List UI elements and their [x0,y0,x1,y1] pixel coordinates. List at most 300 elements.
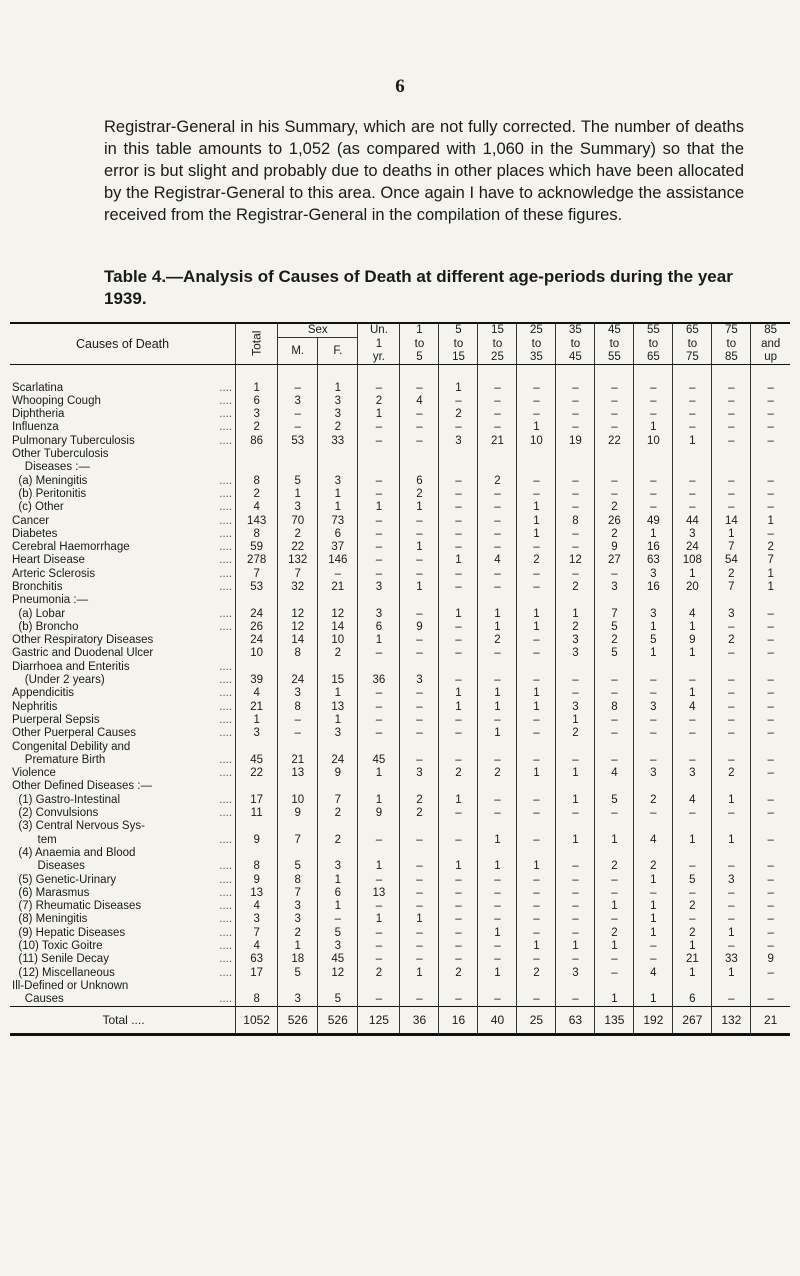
value-cell [751,448,790,461]
cause-label-text: Diphtheria [12,408,65,421]
value-cell: – [751,887,790,900]
value-cell: 3 [318,727,358,740]
value-cell: – [595,381,634,394]
value-cell: 2 [517,966,556,979]
value-cell: 4 [478,554,517,567]
value-cell: 1 [318,900,358,913]
value-cell: – [751,381,790,394]
value-cell: 146 [318,554,358,567]
table-row [10,661,790,674]
value-cell [318,448,358,461]
value-cell: 1 [517,607,556,620]
value-cell: – [478,940,517,953]
value-cell: 4 [634,833,673,846]
value-cell: – [712,381,751,394]
value-cell: 1 [439,607,478,620]
cause-label [10,514,236,527]
value-cell: – [517,887,556,900]
value-cell: 1 [595,993,634,1007]
value-cell: 1 [358,634,400,647]
value-cell: 9 [318,767,358,780]
value-cell: – [439,581,478,594]
value-cell: 9 [751,953,790,966]
value-cell [595,594,634,607]
value-cell: – [400,528,439,541]
cause-label-text: (2) Convulsions [12,807,99,820]
value-cell: 3 [556,966,595,979]
value-cell [517,594,556,607]
value-cell: – [358,381,400,394]
value-cell [278,594,318,607]
cause-label [10,621,236,634]
cause-label [10,913,236,926]
spacer-cell [712,365,751,382]
header-age-mid: to [712,338,751,351]
value-cell: 54 [712,554,751,567]
table-row [10,514,790,527]
value-cell [400,594,439,607]
value-cell: 1 [358,408,400,421]
value-cell [400,661,439,674]
value-cell: – [439,833,478,846]
value-cell: – [595,674,634,687]
value-cell: 8 [278,647,318,660]
value-cell: 5 [318,993,358,1007]
cause-label-text: Scarlatina [12,381,64,394]
total-row [10,1007,790,1035]
value-cell: – [358,833,400,846]
value-cell: – [358,488,400,501]
value-cell: 1 [517,528,556,541]
value-cell: 1 [556,607,595,620]
value-cell: 3 [400,767,439,780]
value-cell [556,740,595,753]
value-cell: – [634,408,673,421]
value-cell: 1 [634,913,673,926]
value-cell: – [595,754,634,767]
cause-label [10,474,236,487]
value-cell [517,847,556,860]
value-cell [673,594,712,607]
value-cell: 45 [318,953,358,966]
value-cell: – [478,900,517,913]
value-cell: 1 [712,966,751,979]
value-cell: 1 [278,940,318,953]
value-cell: 13 [278,767,318,780]
value-cell: – [712,887,751,900]
value-cell: – [595,408,634,421]
value-cell: 7 [712,581,751,594]
value-cell: – [751,807,790,820]
value-cell [278,740,318,753]
value-cell: 2 [751,541,790,554]
value-cell: 1 [673,568,712,581]
value-cell: – [751,421,790,434]
value-cell: – [358,541,400,554]
value-cell: 3 [634,767,673,780]
value-cell: – [400,873,439,886]
value-cell: 1 [595,833,634,846]
value-cell: – [517,833,556,846]
spacer-row [10,365,790,382]
value-cell: 1 [439,860,478,873]
value-cell: 5 [278,966,318,979]
value-cell: – [517,794,556,807]
value-cell: – [358,435,400,448]
value-cell: 24 [673,541,712,554]
table-row [10,980,790,993]
cause-label-text: Heart Disease [12,554,85,567]
value-cell [673,448,712,461]
value-cell: – [478,514,517,527]
value-cell [358,594,400,607]
header-age-top: 85 [751,323,790,338]
value-cell: – [634,381,673,394]
table-row [10,607,790,620]
value-cell: 1 [318,873,358,886]
value-cell [751,980,790,993]
value-cell [634,661,673,674]
value-cell: – [478,408,517,421]
cause-label-text: (b) Broncho [12,620,79,633]
value-cell: – [439,940,478,953]
value-cell: 2 [673,927,712,940]
cause-label-text: tem [12,833,57,846]
table-row [10,820,790,833]
value-cell: 1 [400,541,439,554]
value-cell: 143 [236,514,278,527]
value-cell: 32 [278,581,318,594]
value-cell: 2 [478,634,517,647]
total-value-cell: 267 [673,1007,712,1035]
cause-label [10,528,236,541]
value-cell: – [634,754,673,767]
value-cell: 1 [712,528,751,541]
table-row [10,674,790,687]
value-cell: 1 [673,647,712,660]
value-cell: 2 [400,488,439,501]
value-cell: 3 [358,581,400,594]
spacer-cell [236,365,278,382]
value-cell [517,661,556,674]
cause-label [10,953,236,966]
value-cell: 3 [318,940,358,953]
table-row [10,408,790,421]
leader-dots: .... [219,793,233,806]
value-cell: – [634,687,673,700]
value-cell: – [673,408,712,421]
total-value-cell: 25 [517,1007,556,1035]
value-cell: 1 [634,993,673,1007]
total-value-cell: 1052 [236,1007,278,1035]
table-row [10,767,790,780]
value-cell: 1 [712,833,751,846]
value-cell: 3 [278,687,318,700]
value-cell: – [517,807,556,820]
value-cell: 9 [236,833,278,846]
cause-label-text: Ill-Defined or Unknown [12,979,129,992]
value-cell [517,740,556,753]
value-cell: 17 [236,794,278,807]
table-row [10,448,790,461]
value-cell: – [751,767,790,780]
header-age-mid: to [517,338,556,351]
leader-dots: .... [219,713,233,726]
value-cell [400,461,439,474]
value-cell: 2 [358,395,400,408]
value-cell: 4 [400,395,439,408]
value-cell [358,661,400,674]
value-cell: 2 [517,554,556,567]
value-cell [634,980,673,993]
value-cell: – [478,395,517,408]
value-cell: – [439,913,478,926]
value-cell: 3 [556,634,595,647]
value-cell [517,780,556,793]
value-cell: 3 [236,727,278,740]
value-cell: 1 [673,621,712,634]
header-age-top: 15 [478,323,517,338]
header-row-top [10,323,790,338]
value-cell: 12 [318,966,358,979]
cause-label-text: Gastric and Duodenal Ulcer [12,647,154,660]
cause-label-text: (a) Meningitis [12,474,88,487]
value-cell: – [712,408,751,421]
value-cell: 1 [751,581,790,594]
leader-dots: .... [219,833,233,846]
value-cell [478,980,517,993]
value-cell: 14 [318,621,358,634]
value-cell: 1 [712,927,751,940]
value-cell: – [595,714,634,727]
table-row [10,568,790,581]
value-cell: – [595,474,634,487]
leader-dots: .... [219,873,233,886]
cause-label [10,581,236,594]
value-cell: 33 [318,435,358,448]
value-cell: 21 [236,701,278,714]
value-cell: 4 [595,767,634,780]
cause-label [10,381,236,394]
value-cell: 1 [517,501,556,514]
value-cell: – [278,421,318,434]
value-cell: – [400,754,439,767]
value-cell [517,448,556,461]
value-cell: – [712,674,751,687]
value-cell: 1 [478,701,517,714]
value-cell [439,740,478,753]
value-cell: 5 [595,794,634,807]
value-cell: 63 [236,953,278,966]
value-cell: 4 [236,501,278,514]
table-row [10,621,790,634]
value-cell: 278 [236,554,278,567]
value-cell: – [439,395,478,408]
value-cell: – [400,727,439,740]
leader-dots: .... [219,434,233,447]
value-cell [712,740,751,753]
leader-dots: .... [219,966,233,979]
value-cell [439,847,478,860]
table-row [10,833,790,846]
value-cell: – [517,408,556,421]
value-cell: – [400,554,439,567]
value-cell: – [517,381,556,394]
value-cell: – [712,501,751,514]
value-cell: – [556,488,595,501]
value-cell [478,448,517,461]
header-age-mid: to [595,338,634,351]
value-cell: – [556,421,595,434]
value-cell: 2 [236,421,278,434]
value-cell: 1 [673,966,712,979]
value-cell [439,661,478,674]
value-cell [478,780,517,793]
value-cell [439,461,478,474]
header-age-bottom: 55 [595,351,634,365]
value-cell: – [517,647,556,660]
value-cell: 8 [236,993,278,1007]
value-cell: 1 [358,913,400,926]
value-cell: – [278,381,318,394]
value-cell [556,820,595,833]
cause-label-text: (11) Senile Decay [12,953,109,966]
value-cell [236,461,278,474]
leader-dots: .... [219,807,233,820]
total-value-cell: 40 [478,1007,517,1035]
value-cell: 13 [358,887,400,900]
value-cell [673,780,712,793]
value-cell: – [751,501,790,514]
intro-paragraph: Registrar-General in his Summary, which are not fully corrected. The number of deaths in this table amounts to 1,052 (as compared with 1,060 in the Summary) so that the error is but slight and probably due to deaths in other places which have been allocated by the Registrar-General to this area. Once again I have to acknowledge the assistance received from the Registrar-General in the compilation of these figures. [104,118,744,224]
value-cell: 5 [673,873,712,886]
value-cell: 2 [400,794,439,807]
value-cell: 8 [278,873,318,886]
value-cell: 37 [318,541,358,554]
value-cell: 44 [673,514,712,527]
value-cell: – [712,727,751,740]
value-cell: 49 [634,514,673,527]
spacer-cell [751,365,790,382]
header-age-top: 75 [712,323,751,338]
value-cell: 86 [236,435,278,448]
cause-label-text: (Under 2 years) [12,674,105,687]
cause-label [10,966,236,979]
value-cell [478,461,517,474]
value-cell: 1 [634,528,673,541]
total-value-cell: 132 [712,1007,751,1035]
table-row [10,381,790,394]
value-cell: 1 [478,607,517,620]
value-cell: – [400,421,439,434]
cause-label-text: Cerebral Haemorrhage [12,541,130,554]
value-cell: 53 [278,435,318,448]
cause-label-text: Diseases :— [12,461,90,474]
value-cell: 1 [318,488,358,501]
total-value-cell: 192 [634,1007,673,1035]
header-age-top: 1 [400,323,439,338]
cause-label-text: Influenza [12,421,59,434]
value-cell [595,461,634,474]
value-cell: 1 [478,727,517,740]
value-cell: 73 [318,514,358,527]
value-cell: 13 [236,887,278,900]
value-cell: 1 [634,927,673,940]
value-cell: – [400,435,439,448]
value-cell: 1 [673,940,712,953]
value-cell: 2 [712,767,751,780]
value-cell: 1 [556,833,595,846]
spacer-cell [439,365,478,382]
value-cell: – [358,900,400,913]
value-cell: – [478,873,517,886]
value-cell: 1 [751,568,790,581]
leader-dots: .... [219,541,233,554]
header-age-mid: to [634,338,673,351]
table-row [10,993,790,1007]
value-cell: 6 [318,887,358,900]
value-cell: – [556,474,595,487]
value-cell: – [595,953,634,966]
value-cell [634,847,673,860]
value-cell: – [358,421,400,434]
header-age-mid: to [556,338,595,351]
cause-label [10,794,236,807]
spacer-cell [634,365,673,382]
page-number: 6 [395,76,405,97]
value-cell: 3 [712,607,751,620]
value-cell: 1 [634,873,673,886]
value-cell: 1 [595,900,634,913]
value-cell: – [634,501,673,514]
value-cell: – [358,953,400,966]
value-cell: – [673,421,712,434]
value-cell: 21 [278,754,318,767]
value-cell: 26 [595,514,634,527]
total-value-cell: 135 [595,1007,634,1035]
cause-label-text: (10) Toxic Goitre [12,940,103,952]
value-cell: 8 [236,860,278,873]
cause-label [10,554,236,567]
value-cell: 7 [318,794,358,807]
leader-dots: .... [219,913,233,926]
header-total: Total [236,323,278,365]
value-cell: 1 [556,714,595,727]
value-cell: 14 [278,634,318,647]
header-age-top: 55 [634,323,673,338]
value-cell [236,847,278,860]
spacer-cell [400,365,439,382]
table-row [10,807,790,820]
value-cell: 14 [712,514,751,527]
value-cell [751,740,790,753]
value-cell [278,661,318,674]
value-cell [634,594,673,607]
value-cell: 4 [673,607,712,620]
value-cell [358,780,400,793]
table-row [10,754,790,767]
value-cell: 1 [556,767,595,780]
value-cell: – [478,581,517,594]
value-cell: 3 [400,674,439,687]
cause-label [10,634,236,647]
value-cell: – [595,873,634,886]
value-cell [634,820,673,833]
value-cell: 1 [634,900,673,913]
value-cell: – [439,501,478,514]
value-cell: 1 [278,488,318,501]
leader-dots: .... [219,753,233,766]
